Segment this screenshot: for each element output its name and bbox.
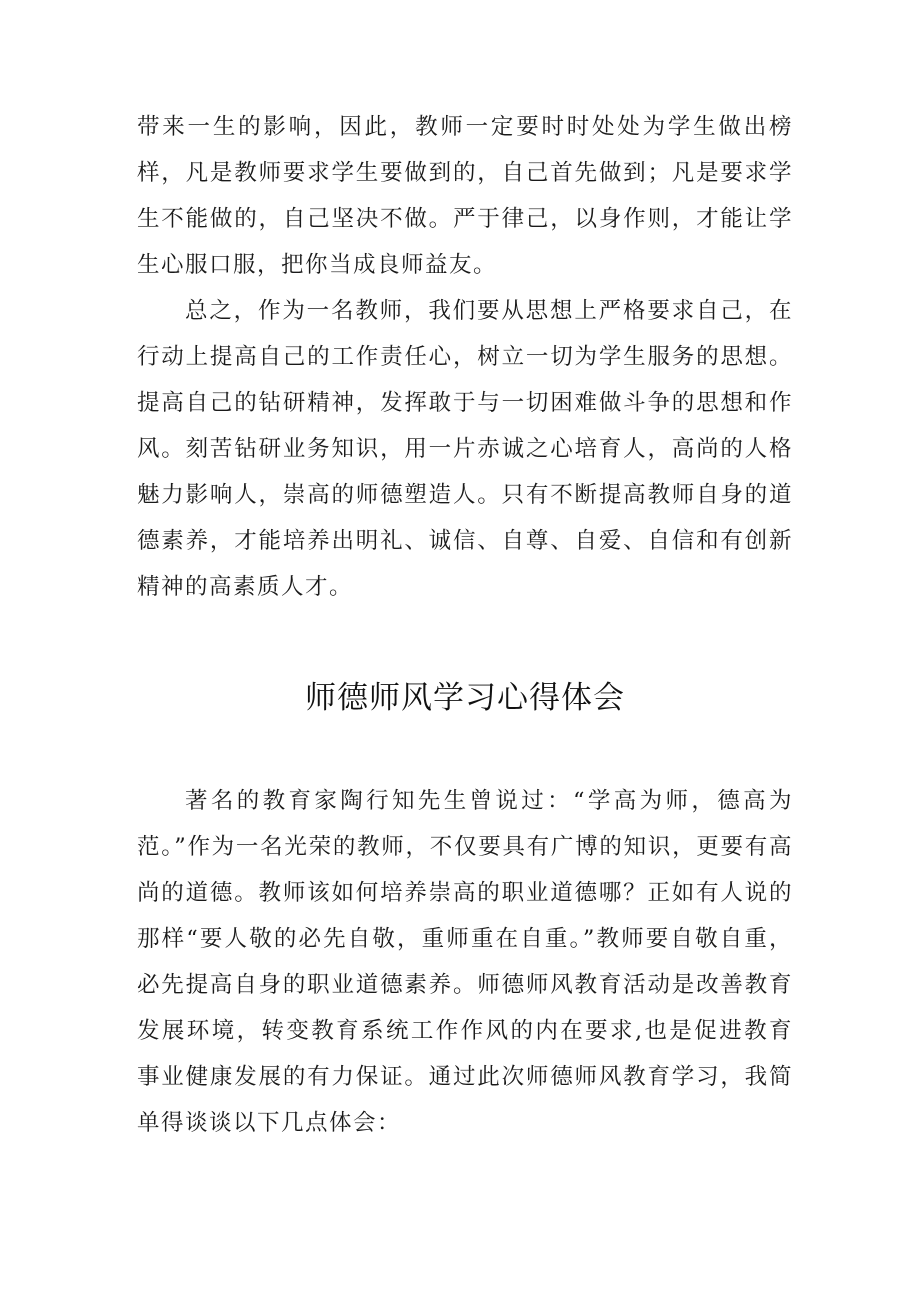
conclusion-paragraph: 总之，作为一名教师，我们要从思想上严格要求自己，在行动上提高自己的工作责任心，树立一切为学生服务的思想。提高自己的钻研精神，发挥敢于与一切困难做斗争的思想和作风。刻苦钻研业务知识，用一片赤诚之心培育人，高尚的人格魅力影响人，崇高的师德塑造人。只有不断提高教师自身的道德素养，才能培养出明礼、诚信、自尊、自爱、自信和有创新精神的高素质人才。	[137, 298, 793, 600]
intro-paragraph: 著名的教育家陶行知先生曾说过：“学高为师，德高为范。”作为一名光荣的教师，不仅要具有广博的知识，更要有高尚的道德。教师该如何培养崇高的职业道德哪？正如有人说的那样“要人敬的必先自敬，重师重在自重。”教师要自敬自重，必先提高自身的职业道德素养。师德师风教育活动是改善教育发展环境，转变教育系统工作作风的内在要求,也是促进教育事业健康发展的有力保证。通过此次师德师风教育学习，我简单得谈谈以下几点体会：	[137, 788, 793, 1136]
document-body	[137, 104, 793, 1146]
section-title: 师德师风学习心得体会	[305, 680, 625, 716]
continued-paragraph: 带来一生的影响，因此，教师一定要时时处处为学生做出榜样，凡是教师要求学生要做到的，自己首先做到；凡是要求学生不能做的，自己坚决不做。严于律己，以身作则，才能让学生心服口服，把你当成良师益友。	[137, 114, 793, 278]
